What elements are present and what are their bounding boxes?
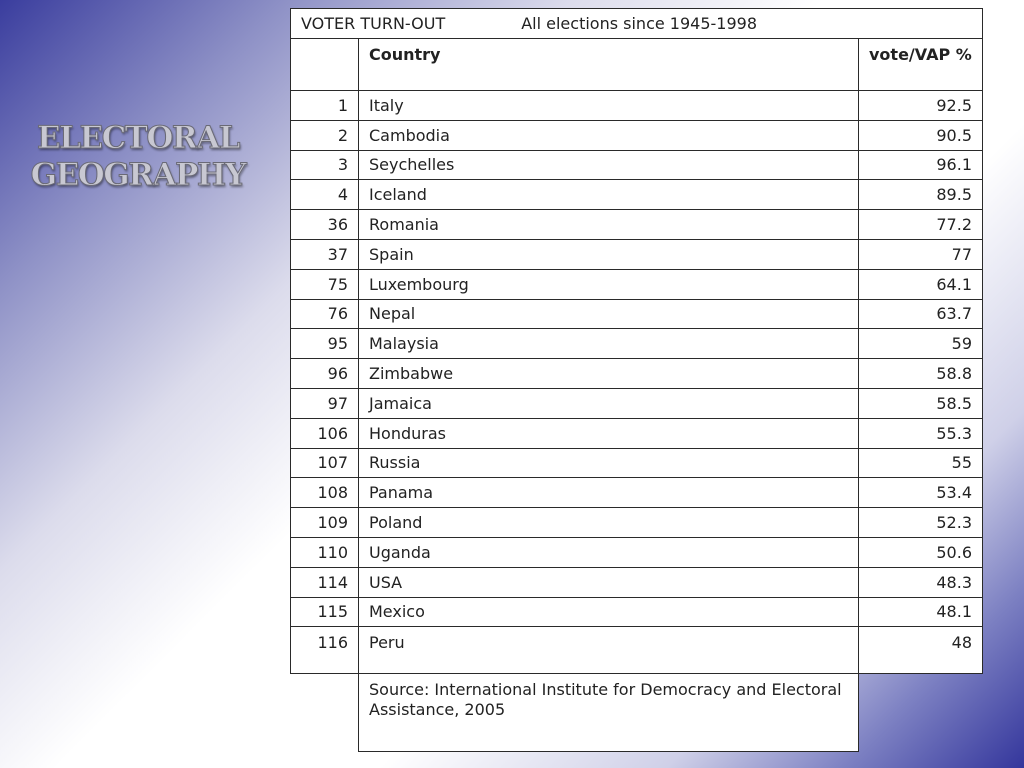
value-cell: 96.1 — [859, 150, 983, 180]
rank-cell: 4 — [291, 180, 359, 210]
country-cell: Spain — [359, 239, 859, 269]
rank-cell: 97 — [291, 388, 359, 418]
country-cell: Zimbabwe — [359, 359, 859, 389]
value-cell: 52.3 — [859, 508, 983, 538]
value-cell: 50.6 — [859, 537, 983, 567]
table-row — [291, 210, 983, 240]
country-cell: Malaysia — [359, 329, 859, 359]
country-cell: Italy — [359, 91, 859, 121]
country-cell: Honduras — [359, 418, 859, 448]
table-row — [291, 329, 983, 359]
table-row — [291, 120, 983, 150]
value-cell: 63.7 — [859, 299, 983, 329]
table-row — [291, 597, 983, 627]
table-title-row — [291, 9, 983, 39]
table-row — [291, 299, 983, 329]
country-cell: Peru — [359, 627, 859, 674]
value-cell: 90.5 — [859, 120, 983, 150]
country-cell: Iceland — [359, 180, 859, 210]
rank-cell: 2 — [291, 120, 359, 150]
value-cell: 48.3 — [859, 567, 983, 597]
header-vote-vap: vote/VAP % — [859, 39, 983, 91]
table-subtitle: All elections since 1945-1998 — [521, 14, 757, 33]
country-cell: Panama — [359, 478, 859, 508]
value-cell: 64.1 — [859, 269, 983, 299]
rank-cell: 3 — [291, 150, 359, 180]
rank-cell: 36 — [291, 210, 359, 240]
table-row — [291, 478, 983, 508]
rank-cell: 107 — [291, 448, 359, 478]
country-cell: Cambodia — [359, 120, 859, 150]
rank-cell: 115 — [291, 597, 359, 627]
value-cell: 48.1 — [859, 597, 983, 627]
table-row — [291, 180, 983, 210]
table-title-cell — [291, 9, 983, 39]
table-row — [291, 627, 983, 674]
rank-cell: 108 — [291, 478, 359, 508]
table-row — [291, 150, 983, 180]
value-cell: 55 — [859, 448, 983, 478]
header-rank-cell — [291, 39, 359, 91]
value-cell: 58.5 — [859, 388, 983, 418]
table-row — [291, 91, 983, 121]
rank-cell: 109 — [291, 508, 359, 538]
rank-cell: 37 — [291, 239, 359, 269]
source-note: Source: International Institute for Democracy and Electoral Assistance, 2005 — [359, 674, 859, 752]
value-cell: 77 — [859, 239, 983, 269]
table-row — [291, 239, 983, 269]
source-row — [291, 674, 983, 752]
rank-cell: 110 — [291, 537, 359, 567]
rank-cell: 116 — [291, 627, 359, 674]
slide-title-line-1: ELECTORAL — [37, 120, 239, 156]
country-cell: Nepal — [359, 299, 859, 329]
country-cell: Seychelles — [359, 150, 859, 180]
table-row — [291, 388, 983, 418]
country-cell: Poland — [359, 508, 859, 538]
table-row — [291, 359, 983, 389]
value-cell: 58.8 — [859, 359, 983, 389]
country-cell: Russia — [359, 448, 859, 478]
rank-cell: 75 — [291, 269, 359, 299]
rank-cell: 96 — [291, 359, 359, 389]
source-spacer-left — [291, 674, 359, 752]
table-row — [291, 269, 983, 299]
country-cell: Uganda — [359, 537, 859, 567]
table-header-row — [291, 39, 983, 91]
value-cell: 59 — [859, 329, 983, 359]
country-cell: Mexico — [359, 597, 859, 627]
country-cell: Jamaica — [359, 388, 859, 418]
table-row — [291, 508, 983, 538]
country-cell: USA — [359, 567, 859, 597]
value-cell: 92.5 — [859, 91, 983, 121]
rank-cell: 76 — [291, 299, 359, 329]
country-cell: Luxembourg — [359, 269, 859, 299]
value-cell: 48 — [859, 627, 983, 674]
table-row — [291, 418, 983, 448]
slide-title-line-2: GEOGRAPHY — [30, 157, 246, 193]
rank-cell: 106 — [291, 418, 359, 448]
table-row — [291, 448, 983, 478]
rank-cell: 114 — [291, 567, 359, 597]
value-cell: 77.2 — [859, 210, 983, 240]
value-cell: 53.4 — [859, 478, 983, 508]
value-cell: 89.5 — [859, 180, 983, 210]
rank-cell: 95 — [291, 329, 359, 359]
rank-cell: 1 — [291, 91, 359, 121]
table-row — [291, 567, 983, 597]
source-spacer-right — [859, 674, 983, 752]
slide-title — [18, 120, 258, 194]
country-cell: Romania — [359, 210, 859, 240]
table-row — [291, 537, 983, 567]
header-country: Country — [359, 39, 859, 91]
voter-turnout-table — [290, 8, 983, 752]
value-cell: 55.3 — [859, 418, 983, 448]
table-title: VOTER TURN-OUT — [301, 14, 446, 33]
